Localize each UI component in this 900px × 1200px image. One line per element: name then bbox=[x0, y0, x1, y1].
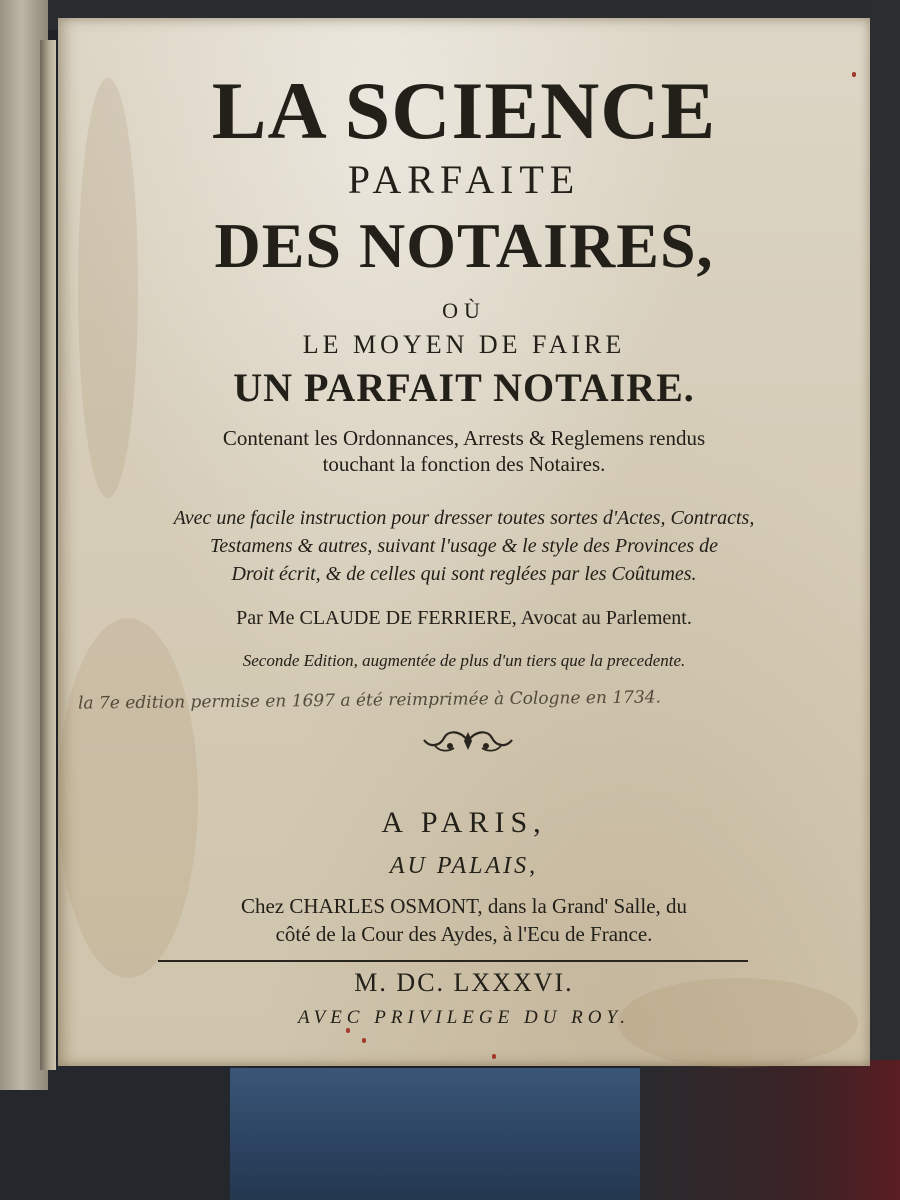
title-line-4: OÙ bbox=[442, 298, 486, 323]
edition-line: Seconde Edition, augmentée de plus d'un tiers que la precedente. bbox=[242, 651, 686, 670]
privilege-line: AVEC PRIVILEGE DU ROY. bbox=[297, 1007, 631, 1028]
title-line-5: LE MOYEN DE FAIRE bbox=[302, 330, 626, 359]
description-line-2: Testamens & autres, suivant l'usage & le style des Provinces de bbox=[209, 535, 719, 557]
handwritten-note: la 7e edition permise en 1697 a été reimprimée à Cologne en 1734. bbox=[77, 687, 662, 714]
imprint-year: M. DC. LXXXVI. bbox=[354, 968, 574, 997]
red-speck bbox=[492, 1054, 496, 1059]
title-line-6: UN PARFAIT NOTAIRE. bbox=[233, 365, 695, 410]
title-line-2: PARFAITE bbox=[347, 157, 581, 202]
author-line: Par Me CLAUDE DE FERRIERE, Avocat au Parlement. bbox=[236, 607, 692, 629]
imprint-city: A PARIS, bbox=[381, 806, 547, 839]
background-cloth bbox=[640, 1060, 900, 1200]
title-page bbox=[58, 18, 870, 1066]
imprint-palace: AU PALAIS, bbox=[389, 853, 539, 879]
description-line-1: Avec une facile instruction pour dresser toutes sortes d'Actes, Contracts, bbox=[173, 507, 755, 529]
publisher-line-1: Chez CHARLES OSMONT, dans la Grand' Salle, du bbox=[240, 894, 688, 918]
description-line-3: Droit écrit, & de celles qui sont reglées par les Coûtumes. bbox=[231, 563, 697, 585]
publisher-line-2: côté de la Cour des Aydes, à l'Ecu de France. bbox=[275, 922, 653, 946]
divider-rule bbox=[158, 960, 748, 962]
book-spine-edge bbox=[40, 40, 56, 1070]
title-line-3: DES NOTAIRES, bbox=[214, 210, 714, 281]
red-speck bbox=[362, 1038, 366, 1043]
red-speck bbox=[852, 72, 856, 77]
contents-line-2: touchant la fonction des Notaires. bbox=[322, 452, 606, 476]
background-right bbox=[870, 0, 900, 1080]
printer-ornament bbox=[420, 726, 516, 756]
red-speck bbox=[346, 1028, 350, 1033]
contents-line-1: Contenant les Ordonnances, Arrests & Reglemens rendus bbox=[222, 426, 706, 450]
title-line-1: LA SCIENCE bbox=[211, 65, 717, 156]
background-fabric bbox=[230, 1068, 650, 1200]
